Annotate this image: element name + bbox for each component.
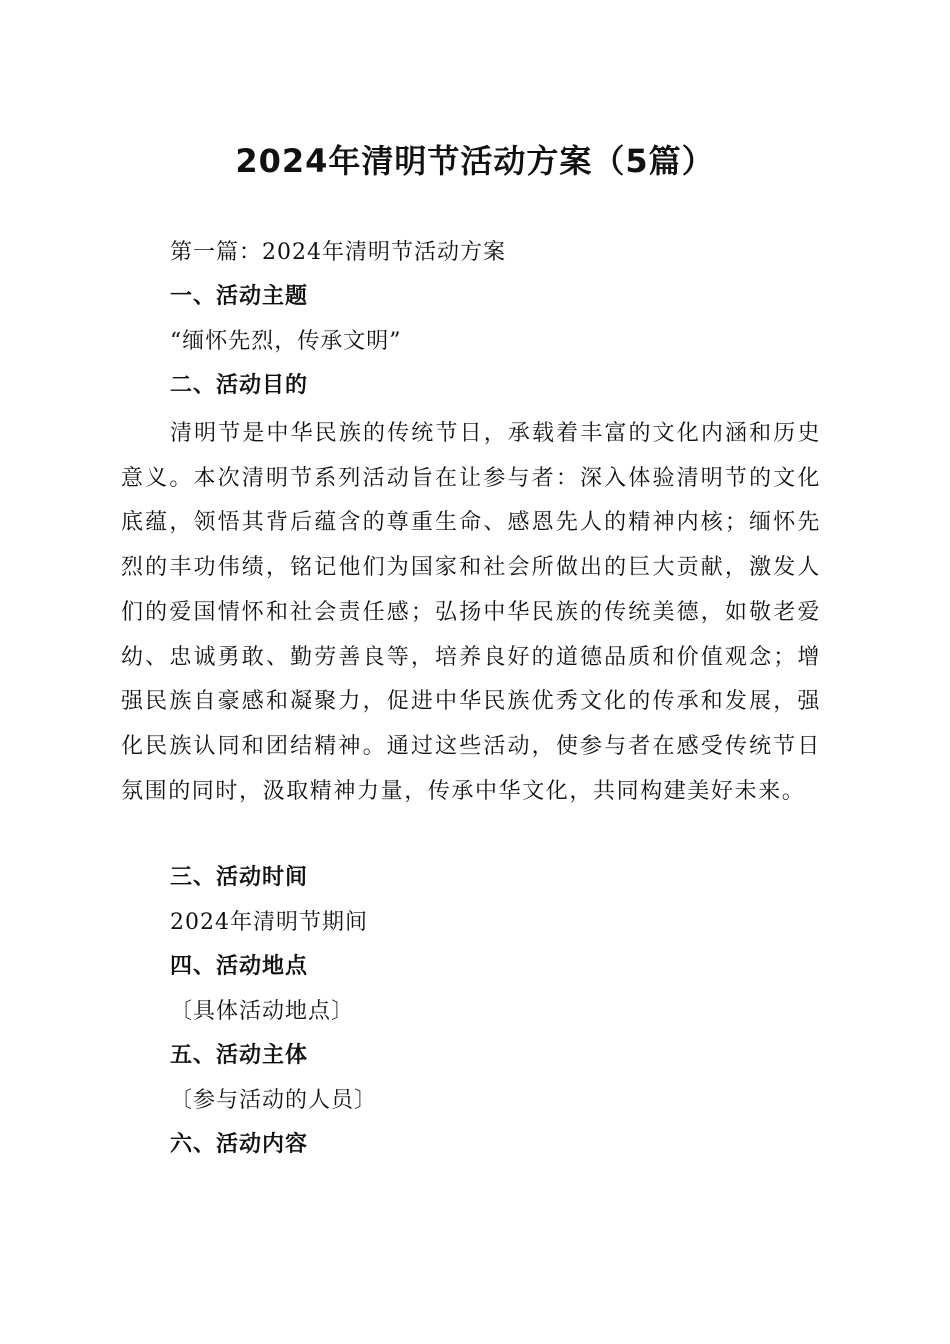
section-heading-time: 三、活动时间 <box>170 865 309 890</box>
section-heading-theme: 一、活动主题 <box>170 284 309 309</box>
section-content-participants: 〔参与活动的人员〕 <box>170 1088 378 1113</box>
chapter-title: 第一篇：2024年清明节活动方案 <box>170 240 506 265</box>
section-heading-purpose: 二、活动目的 <box>170 373 309 398</box>
section-content-theme: “缅怀先烈，传承文明” <box>170 329 402 354</box>
document-title: 2024年清明节活动方案（5篇） <box>235 142 715 180</box>
section-content-purpose: 清明节是中华民族的传统节日，承载着丰富的文化内涵和历史意义。本次清明节系列活动旨在让参与者：深入体验清明节的文化底蕴，领悟其背后蕴含的尊重生命、感恩先人的精神内核；缅怀先烈的丰功伟绩，铭记他们为国家和社会所做出的巨大贡献，激发人们的爱国情怀和社会责任感；弘扬中华民族的传统美德，如敬老爱幼、忠诚勇敢、勤劳善良等，培养良好的道德品质和价值观念；增强民族自豪感和凝聚力，促进中华民族优秀文化的传承和发展，强化民族认同和团结精神。通过这些活动，使参与者在感受传统节日氛围的同时，汲取精神力量，传承中华文化，共同构建美好未来。 <box>121 421 821 804</box>
section-heading-location: 四、活动地点 <box>170 954 309 979</box>
section-heading-content: 六、活动内容 <box>170 1132 309 1157</box>
section-heading-participants: 五、活动主体 <box>170 1043 309 1068</box>
section-content-location: 〔具体活动地点〕 <box>170 999 355 1024</box>
section-content-time: 2024年清明节期间 <box>170 910 368 935</box>
